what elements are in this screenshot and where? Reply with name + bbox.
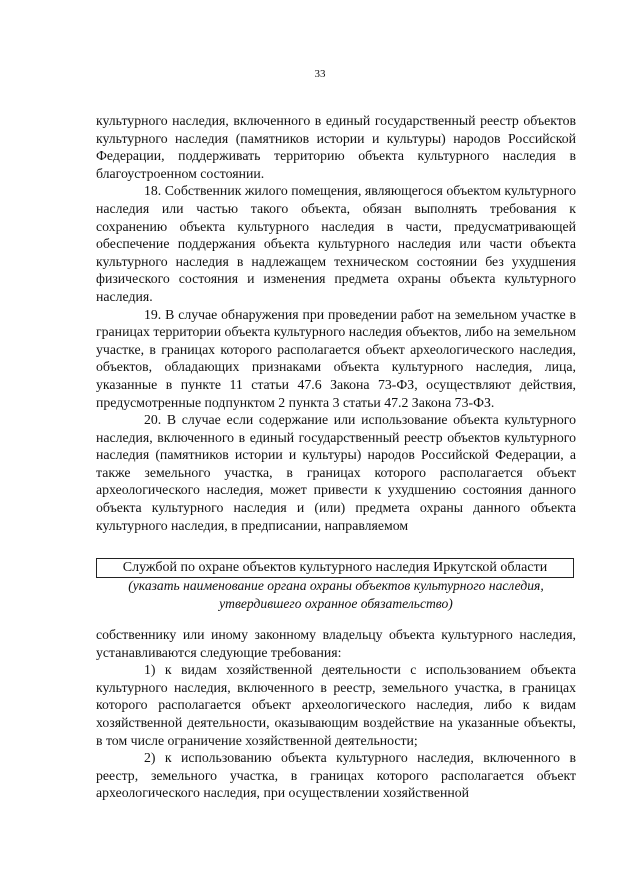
document-body-top <box>96 112 576 534</box>
paragraph-18: 18. Собственник жилого помещения, являющегося объектом культурного наследия или частью такого объекта, обязан выполнять требования к сохранению объекта культурного наследия в части, предусматривающей обеспечение поддержания объекта культурного наследия или части объекта культурного наследия в надлежащем техническом состоянии без ухудшения физического состояния и изменения предмета охраны объекта культурного наследия. <box>96 183 576 304</box>
requirement-item-1: 1) к видам хозяйственной деятельности с использованием объекта культурного наследия, включенного в реестр, земельного участка, в границах которого располагается объект археологического наследия, либо к видам хозяйственной деятельности, оказывающим воздействие на указанные объекты, в том числе ограничение хозяйственной деятельности; <box>96 662 576 748</box>
requirement-item-2: 2) к использованию объекта культурного наследия, включенного в реестр, земельного участка, в границах которого располагается объект археологического наследия, при осуществлении хозяйственной <box>96 750 576 801</box>
authority-name-box <box>96 558 574 578</box>
paragraph-owner-requirements: собственнику или иному законному владельцу объекта культурного наследия, устанавливаются следующие требования: <box>96 627 576 660</box>
paragraph-continuation: культурного наследия, включенного в единый государственный реестр объектов культурного наследия (памятников истории и культуры) народов Российской Федерации, поддерживать территорию объекта культурного наследия в благоустроенном состоянии. <box>96 113 576 181</box>
authority-name: Службой по охране объектов культурного наследия Иркутской области <box>122 560 548 575</box>
page-number: 33 <box>314 68 326 80</box>
paragraph-19: 19. В случае обнаружения при проведении работ на земельном участке в границах территории объекта культурного наследия объектов, либо на земельном участке, в границах которого располагается объект археологического наследия, объектов, обладающих признаками объекта культурного наследия, лица, указанные в пункте 11 статьи 47.6 Закона 73-ФЗ, осуществляют действия, предусмотренные подпунктом 2 пункта 3 статьи 47.2 Закона 73-ФЗ. <box>96 306 576 410</box>
authority-caption: (указать наименование органа охраны объектов культурного наследия, утвердившего охранное обязательство) <box>128 578 544 611</box>
document-body-bottom <box>96 626 576 802</box>
paragraph-20: 20. В случае если содержание или использование объекта культурного наследия, включенного в единый государственный реестр объектов культурного наследия (памятников истории и культуры) народов Российской Федерации, а также земельного участка, в границах которого располагается объект археологического наследия, может привести к ухудшению состояния данного объекта культурного наследия и (или) предмета охраны данного объекта культурного наследия, в предписании, направляемом <box>96 412 576 533</box>
